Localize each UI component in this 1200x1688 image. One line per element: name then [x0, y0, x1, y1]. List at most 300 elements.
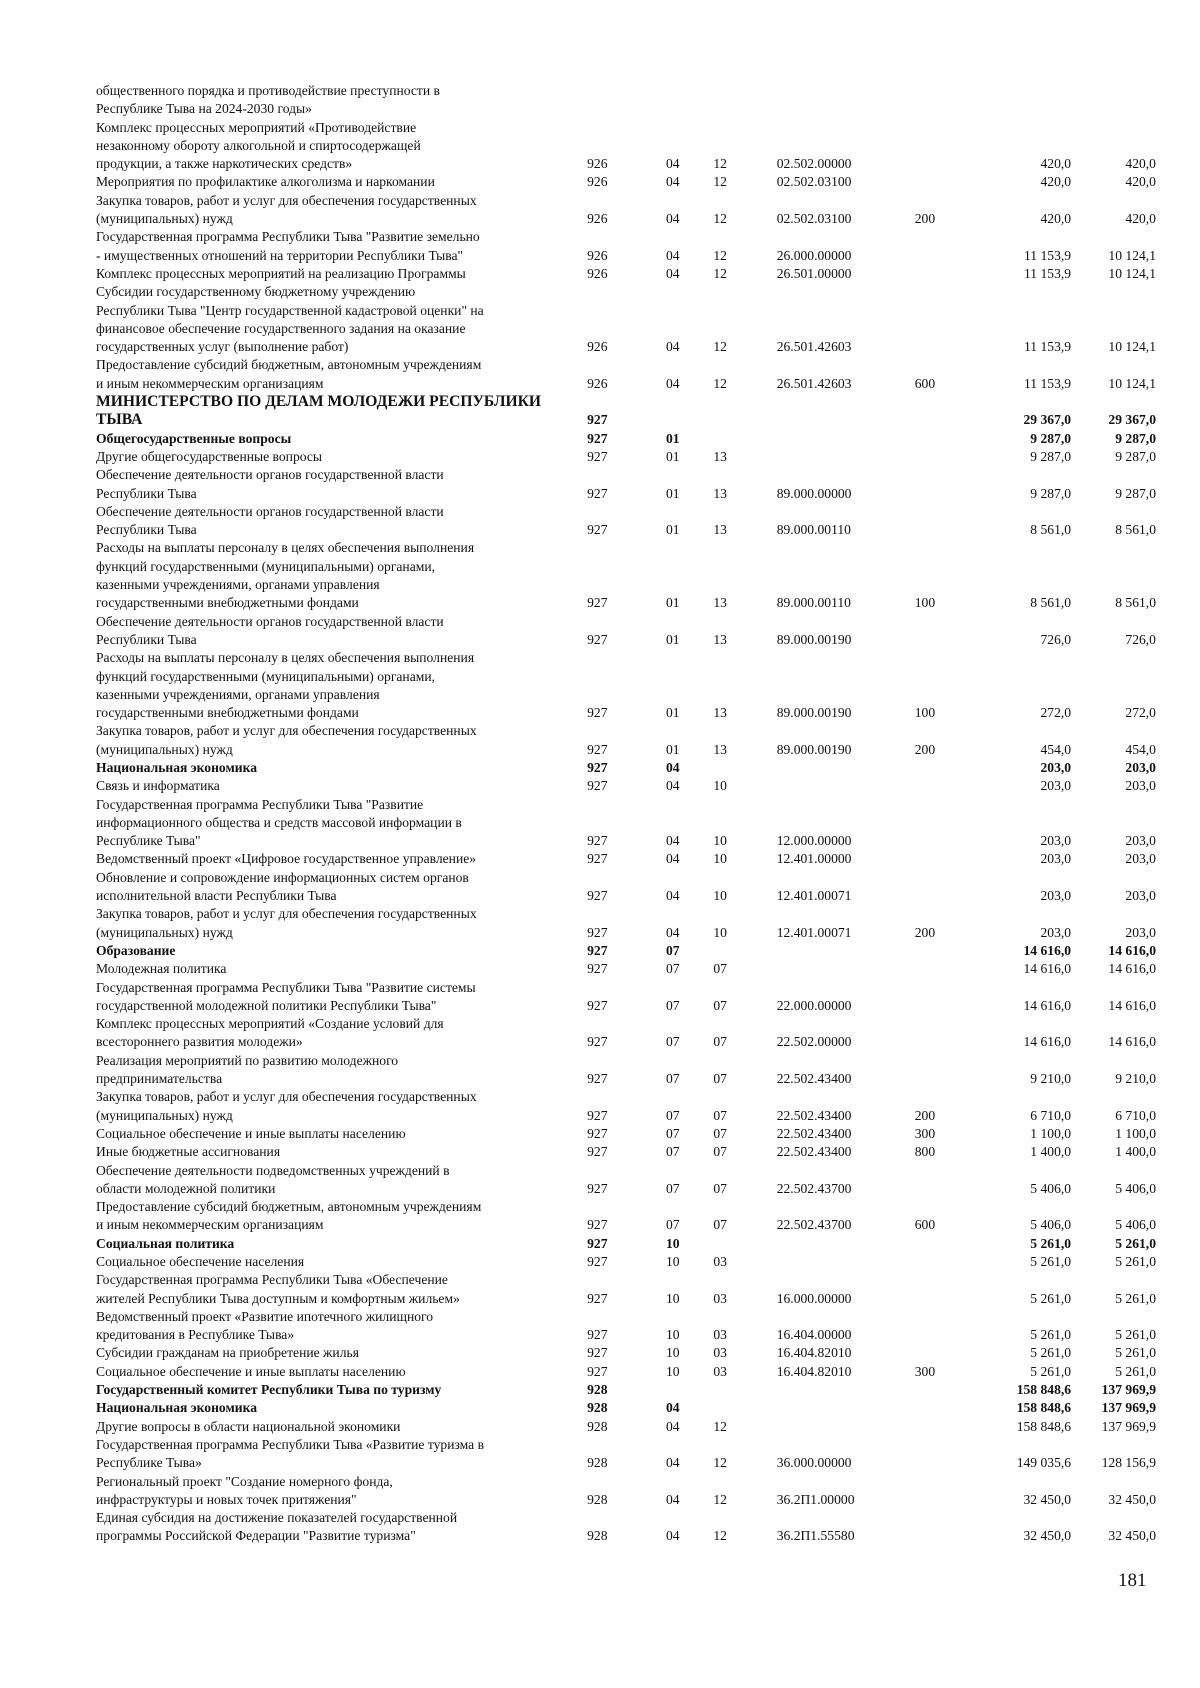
target-article: 16.404.82010: [776, 1363, 852, 1379]
subsection-code: 03: [713, 1345, 727, 1361]
target-article: 22.502.43700: [776, 1180, 852, 1196]
amount-2025: 11 153,9: [1024, 375, 1072, 391]
ministry-code: 927: [587, 1327, 608, 1343]
amount-2026: 5 261,0: [1115, 1345, 1156, 1361]
target-article: 89.000.00190: [776, 631, 852, 647]
section-code: 07: [666, 1144, 680, 1160]
section-code: 04: [666, 265, 680, 281]
amount-2026: 203,0: [1125, 888, 1156, 904]
target-article: 12.401.00071: [776, 924, 852, 940]
ministry-code: 927: [587, 888, 608, 904]
amount-2025: 9 287,0: [1030, 430, 1072, 446]
amount-2026: 29 367,0: [1108, 412, 1156, 428]
amount-2026: 14 616,0: [1108, 1034, 1156, 1050]
amount-2025: 5 406,0: [1030, 1180, 1072, 1196]
section-code: 04: [666, 211, 680, 227]
amount-2025: 5 406,0: [1030, 1217, 1072, 1233]
table-row: [96, 1418, 1156, 1436]
ministry-code: 927: [587, 961, 608, 977]
amount-2025: 14 616,0: [1023, 997, 1072, 1013]
target-article: 89.000.00110: [776, 595, 851, 611]
amount-2026: 128 156,9: [1101, 1455, 1156, 1471]
subsection-code: 12: [713, 211, 727, 227]
table-row: [96, 1271, 1156, 1308]
table-row: [96, 503, 1156, 540]
section-code: 04: [666, 1528, 680, 1544]
subsection-code: 12: [713, 265, 727, 281]
amount-2026: 10 124,1: [1108, 265, 1156, 281]
amount-2025: 158 848,6: [1016, 1418, 1072, 1434]
subsection-code: 12: [713, 375, 727, 391]
table-row: [96, 1509, 1156, 1546]
ministry-code: 927: [587, 997, 608, 1013]
table-row: [96, 1052, 1156, 1089]
amount-2025: 9 287,0: [1030, 448, 1072, 464]
table-row: [96, 649, 1156, 722]
page-number: 181: [1118, 1570, 1147, 1591]
section-code: 07: [666, 1180, 680, 1196]
table-row: [96, 1436, 1156, 1473]
expense-type: 600: [914, 1217, 936, 1233]
row-name: Предоставление субсидий бюджетным, автономным учреждениям и иным некоммерческим организациям: [96, 357, 482, 391]
amount-2025: 8 561,0: [1030, 595, 1072, 611]
table-row: [96, 722, 1156, 759]
target-article: 12.401.00071: [776, 888, 852, 904]
subsection-code: 12: [713, 1418, 727, 1434]
table-row: [96, 1015, 1156, 1052]
section-code: 04: [666, 174, 680, 190]
ministry-code: 928: [587, 1455, 608, 1471]
section-code: 04: [666, 1455, 680, 1471]
row-name: Закупка товаров, работ и услуг для обеспечения государственных (муниципальных) нужд: [96, 906, 477, 940]
amount-2026: 5 406,0: [1115, 1217, 1156, 1233]
ministry-code: 927: [587, 942, 608, 958]
section-code: 10: [666, 1235, 680, 1251]
table-row: [96, 1344, 1156, 1362]
row-name: Государственная программа Республики Тыва "Развитие земельно - имущественных отношений на территории Республики Тыва": [96, 229, 480, 263]
amount-2026: 14 616,0: [1108, 961, 1156, 977]
ministry-code: 927: [587, 1034, 608, 1050]
amount-2025: 5 261,0: [1030, 1235, 1072, 1251]
subsection-code: 10: [713, 833, 727, 849]
row-name: общественного порядка и противодействие преступности в Республике Тыва на 2024-2030 годы»: [96, 83, 440, 117]
amount-2026: 5 261,0: [1115, 1235, 1156, 1251]
expense-type: 100: [914, 705, 936, 721]
table-row: [96, 265, 1156, 283]
row-name: Социальная политика: [96, 1235, 235, 1251]
target-article: 36.000.00000: [776, 1455, 852, 1471]
target-article: 02.502.03100: [776, 174, 852, 190]
ministry-code: 926: [587, 211, 608, 227]
target-article: 36.2П1.00000: [776, 1491, 855, 1507]
section-code: 04: [666, 1400, 680, 1416]
row-name: Комплекс процессных мероприятий «Противодействие незаконному обороту алкогольной и спиртосодержащей продукции, а также наркотических средств»: [96, 119, 421, 172]
ministry-code: 927: [587, 741, 608, 757]
amount-2026: 272,0: [1125, 705, 1156, 721]
row-name: Общегосударственные вопросы: [96, 430, 292, 446]
amount-2026: 5 406,0: [1115, 1180, 1156, 1196]
section-code: 01: [666, 595, 680, 611]
target-article: 89.000.00110: [776, 522, 851, 538]
section-code: 01: [666, 705, 680, 721]
section-code: 04: [666, 247, 680, 263]
row-name: Закупка товаров, работ и услуг для обеспечения государственных (муниципальных) нужд: [96, 1089, 477, 1123]
amount-2025: 158 848,6: [1016, 1382, 1072, 1398]
table-row: [96, 448, 1156, 466]
amount-2026: 5 261,0: [1115, 1327, 1156, 1343]
subsection-code: 07: [713, 997, 727, 1013]
ministry-code: 926: [587, 339, 608, 355]
row-name: Другие вопросы в области национальной экономики: [96, 1418, 401, 1434]
row-name: Обеспечение деятельности подведомственных учреждений в области молодежной политики: [96, 1162, 450, 1196]
ministry-code: 927: [587, 705, 608, 721]
section-code: 07: [666, 942, 680, 958]
ministry-code: 928: [587, 1382, 608, 1398]
amount-2026: 5 261,0: [1115, 1254, 1156, 1269]
amount-2025: 5 261,0: [1030, 1290, 1072, 1306]
amount-2025: 203,0: [1040, 851, 1072, 867]
row-name: Государственный комитет Республики Тыва по туризму: [96, 1382, 442, 1398]
amount-2026: 203,0: [1125, 924, 1156, 940]
table-row: [96, 539, 1156, 612]
section-code: 04: [666, 833, 680, 849]
subsection-code: 13: [713, 522, 727, 538]
table-row: [96, 82, 1156, 119]
amount-2025: 203,0: [1040, 924, 1072, 940]
row-name: Связь и информатика: [96, 778, 220, 794]
table-row: [96, 1198, 1156, 1235]
row-name: Единая субсидия на достижение показателей государственной программы Российской Федерации "Развитие туризма": [96, 1510, 458, 1544]
ministry-code: 927: [587, 1235, 608, 1251]
section-code: 10: [666, 1345, 680, 1361]
target-article: 26.501.42603: [776, 339, 852, 355]
amount-2025: 158 848,6: [1016, 1400, 1072, 1416]
ministry-code: 927: [587, 631, 608, 647]
expense-type: 800: [914, 1144, 936, 1160]
subsection-code: 07: [713, 1144, 727, 1160]
amount-2026: 32 450,0: [1108, 1528, 1156, 1544]
row-name: Обеспечение деятельности органов государственной власти Республики Тыва: [96, 467, 444, 501]
target-article: 12.401.00000: [776, 851, 852, 867]
table-row: [96, 869, 1156, 906]
section-code: 01: [666, 631, 680, 647]
ministry-code: 927: [587, 1217, 608, 1233]
table-row: [96, 1399, 1156, 1417]
row-name: Национальная экономика: [96, 759, 257, 775]
target-article: 22.502.43400: [776, 1144, 852, 1160]
amount-2025: 203,0: [1040, 888, 1072, 904]
table-row: [96, 393, 1156, 430]
row-name: Государственная программа Республики Тыва «Обеспечение жителей Республики Тыва доступным и комфортным жильем»: [96, 1272, 460, 1306]
ministry-code: 928: [587, 1528, 608, 1544]
section-code: 04: [666, 888, 680, 904]
expense-type: 200: [914, 1107, 936, 1123]
row-name: Закупка товаров, работ и услуг для обеспечения государственных (муниципальных) нужд: [96, 723, 477, 757]
target-article: 36.2П1.55580: [776, 1528, 855, 1544]
ministry-code: 927: [587, 833, 608, 849]
target-article: 22.000.00000: [776, 997, 852, 1013]
row-name: Государственная программа Республики Тыва «Развитие туризма в Республике Тыва»: [96, 1436, 485, 1471]
amount-2026: 454,0: [1125, 741, 1156, 757]
row-name: Обновление и сопровождение информационных систем органов исполнительной власти Республики Тыва: [96, 869, 469, 904]
section-code: 04: [666, 778, 680, 794]
subsection-code: 10: [713, 851, 727, 867]
target-article: 16.404.00000: [776, 1327, 852, 1343]
amount-2026: 420,0: [1125, 156, 1156, 172]
subsection-code: 13: [713, 705, 727, 721]
ministry-code: 926: [587, 265, 608, 281]
ministry-code: 927: [587, 522, 608, 538]
amount-2026: 203,0: [1125, 833, 1156, 849]
row-name: Субсидии государственному бюджетному учреждению Республики Тыва "Центр государственной кадастровой оценки" на финансовое обеспечение государственного задания на оказание государственных услуг (выполнение работ): [96, 284, 484, 355]
ministry-code: 927: [587, 1144, 608, 1160]
amount-2025: 1 100,0: [1030, 1125, 1072, 1141]
amount-2025: 149 035,6: [1016, 1455, 1072, 1471]
amount-2026: 8 561,0: [1115, 595, 1156, 611]
amount-2025: 5 261,0: [1030, 1363, 1072, 1379]
expense-type: 200: [914, 211, 936, 227]
row-name: Обеспечение деятельности органов государственной власти Республики Тыва: [96, 613, 444, 647]
row-name: Молодежная политика: [96, 961, 227, 977]
ministry-code: 926: [587, 174, 608, 190]
subsection-code: 03: [713, 1363, 727, 1379]
ministry-code: 927: [587, 1125, 608, 1141]
target-article: 02.502.03100: [776, 211, 852, 227]
row-name: Ведомственный проект «Развитие ипотечного жилищного кредитования в Республике Тыва»: [96, 1308, 434, 1343]
subsection-code: 10: [713, 924, 727, 940]
expense-type: 300: [914, 1125, 936, 1141]
section-code: 04: [666, 759, 680, 775]
ministry-code: 927: [587, 778, 608, 794]
subsection-code: 12: [713, 156, 727, 172]
row-name: Государственная программа Республики Тыва "Развитие информационного общества и средств массовой информации в Республике Тыва": [96, 796, 462, 849]
table-row: [96, 466, 1156, 503]
expense-type: 200: [914, 741, 936, 757]
table-row: [96, 1143, 1156, 1161]
row-name: Мероприятия по профилактике алкоголизма и наркомании: [96, 174, 435, 190]
ministry-code: 927: [587, 1254, 608, 1269]
subsection-code: 13: [713, 485, 727, 501]
ministry-code: 928: [587, 1491, 608, 1507]
amount-2026: 1 400,0: [1115, 1144, 1156, 1160]
subsection-code: 12: [713, 174, 727, 190]
target-article: 12.000.00000: [776, 833, 852, 849]
amount-2025: 14 616,0: [1023, 1034, 1072, 1050]
table-row: [96, 979, 1156, 1016]
section-code: 01: [666, 741, 680, 757]
subsection-code: 13: [713, 448, 727, 464]
subsection-code: 03: [713, 1327, 727, 1343]
row-name: Комплекс процессных мероприятий «Создание условий для всестороннего развития молодежи»: [96, 1016, 444, 1050]
section-code: 07: [666, 997, 680, 1013]
row-name: Реализация мероприятий по развитию молодежного предпринимательства: [96, 1052, 399, 1087]
table-row: [96, 1162, 1156, 1199]
table-row: [96, 356, 1156, 393]
target-article: 22.502.43400: [776, 1125, 852, 1141]
subsection-code: 07: [713, 1125, 727, 1141]
ministry-code: 927: [587, 485, 608, 501]
ministry-code: 927: [587, 1290, 608, 1306]
section-code: 10: [666, 1327, 680, 1343]
amount-2026: 32 450,0: [1108, 1491, 1156, 1507]
table-row: [96, 1125, 1156, 1143]
expense-type: 100: [914, 595, 936, 611]
section-code: 04: [666, 375, 680, 391]
row-name: Государственная программа Республики Тыва "Развитие системы государственной молодежной политики Республики Тыва": [96, 979, 476, 1013]
subsection-code: 07: [713, 1034, 727, 1050]
target-article: 89.000.00190: [776, 741, 852, 757]
section-code: 04: [666, 1491, 680, 1507]
ministry-code: 926: [587, 375, 608, 391]
amount-2026: 137 969,9: [1101, 1418, 1156, 1434]
ministry-code: 927: [587, 924, 608, 940]
ministry-code: 927: [587, 851, 608, 867]
section-code: 07: [666, 1034, 680, 1050]
target-article: 22.502.43400: [776, 1107, 852, 1123]
table-row: [96, 192, 1156, 229]
amount-2025: 5 261,0: [1030, 1345, 1072, 1361]
row-name: Закупка товаров, работ и услуг для обеспечения государственных (муниципальных) нужд: [96, 192, 477, 227]
target-article: 89.000.00000: [776, 485, 852, 501]
amount-2025: 203,0: [1040, 833, 1072, 849]
section-code: 01: [666, 485, 680, 501]
amount-2026: 420,0: [1125, 174, 1156, 190]
amount-2025: 5 261,0: [1030, 1254, 1072, 1269]
ministry-code: 928: [587, 1418, 608, 1434]
table-row: [96, 430, 1156, 448]
subsection-code: 07: [713, 961, 727, 977]
amount-2026: 6 710,0: [1115, 1107, 1156, 1123]
ministry-code: 927: [587, 1180, 608, 1196]
ministry-code: 927: [587, 1345, 608, 1361]
section-code: 10: [666, 1363, 680, 1379]
amount-2025: 9 210,0: [1030, 1071, 1072, 1087]
section-code: 01: [666, 522, 680, 538]
row-name: Социальное обеспечение населения: [96, 1254, 305, 1269]
amount-2025: 9 287,0: [1030, 485, 1072, 501]
amount-2025: 11 153,9: [1024, 265, 1072, 281]
row-name: Расходы на выплаты персоналу в целях обеспечения выполнения функций государственными (муниципальными) органами, казенными учреждениями, органами управления государственными внебюджетными фондами: [96, 650, 475, 721]
row-name: Другие общегосударственные вопросы: [96, 448, 323, 464]
expense-type: 600: [914, 375, 936, 391]
amount-2026: 14 616,0: [1108, 997, 1156, 1013]
table-row: [96, 1088, 1156, 1125]
amount-2025: 203,0: [1040, 759, 1072, 775]
table-row: [96, 1363, 1156, 1381]
row-name: Социальное обеспечение и иные выплаты населению: [96, 1363, 406, 1379]
subsection-code: 13: [713, 595, 727, 611]
section-code: 04: [666, 924, 680, 940]
section-code: 04: [666, 1418, 680, 1434]
budget-table: [96, 82, 1156, 1546]
subsection-code: 07: [713, 1180, 727, 1196]
row-name: Образование: [96, 942, 176, 958]
target-article: 26.000.00000: [776, 247, 852, 263]
row-name: Социальное обеспечение и иные выплаты населению: [96, 1125, 406, 1141]
row-name: Обеспечение деятельности органов государственной власти Республики Тыва: [96, 503, 444, 538]
amount-2026: 8 561,0: [1115, 522, 1156, 538]
amount-2025: 420,0: [1040, 156, 1072, 172]
expense-type: 300: [914, 1363, 936, 1379]
table-row: [96, 613, 1156, 650]
row-name: Комплекс процессных мероприятий на реализацию Программы: [96, 265, 466, 281]
subsection-code: 10: [713, 888, 727, 904]
target-article: 16.404.82010: [776, 1345, 852, 1361]
table-row: [96, 1473, 1156, 1510]
subsection-code: 03: [713, 1254, 727, 1269]
section-code: 10: [666, 1290, 680, 1306]
table-row: [96, 283, 1156, 356]
target-article: 02.502.00000: [776, 156, 852, 172]
amount-2026: 9 287,0: [1115, 485, 1156, 501]
subsection-code: 12: [713, 1528, 727, 1544]
row-name: Иные бюджетные ассигнования: [96, 1144, 281, 1160]
target-article: 22.502.43400: [776, 1071, 852, 1087]
section-code: 10: [666, 1254, 680, 1269]
row-name: Предоставление субсидий бюджетным, автономным учреждениям и иным некоммерческим организациям: [96, 1199, 482, 1233]
amount-2026: 203,0: [1125, 759, 1156, 775]
subsection-code: 12: [713, 1455, 727, 1471]
amount-2026: 203,0: [1125, 851, 1156, 867]
target-article: 26.501.42603: [776, 375, 852, 391]
section-code: 07: [666, 1217, 680, 1233]
ministry-code: 927: [587, 759, 608, 775]
table-row: [96, 1235, 1156, 1253]
ministry-code: 927: [587, 595, 608, 611]
amount-2026: 10 124,1: [1108, 375, 1156, 391]
amount-2026: 9 210,0: [1115, 1071, 1156, 1087]
amount-2026: 10 124,1: [1108, 339, 1156, 355]
amount-2025: 32 450,0: [1023, 1528, 1072, 1544]
table-row: [96, 173, 1156, 191]
table-row: [96, 796, 1156, 851]
amount-2026: 726,0: [1125, 631, 1156, 647]
section-code: 01: [666, 448, 680, 464]
table-row: [96, 1381, 1156, 1399]
amount-2025: 1 400,0: [1030, 1144, 1072, 1160]
amount-2026: 9 287,0: [1115, 430, 1156, 446]
amount-2025: 29 367,0: [1023, 412, 1072, 428]
target-article: 16.000.00000: [776, 1290, 852, 1306]
subsection-code: 13: [713, 631, 727, 647]
table-row: [96, 1308, 1156, 1345]
target-article: 26.501.00000: [776, 265, 852, 281]
section-code: 07: [666, 1071, 680, 1087]
amount-2026: 1 100,0: [1115, 1125, 1156, 1141]
amount-2025: 11 153,9: [1024, 247, 1072, 263]
ministry-code: 927: [587, 448, 608, 464]
ministry-code: 927: [587, 412, 608, 428]
amount-2026: 9 287,0: [1115, 448, 1156, 464]
amount-2025: 420,0: [1040, 174, 1072, 190]
amount-2026: 14 616,0: [1108, 942, 1156, 958]
section-code: 07: [666, 1107, 680, 1123]
section-code: 01: [666, 430, 680, 446]
amount-2025: 272,0: [1040, 705, 1072, 721]
table-row: [96, 228, 1156, 265]
section-code: 04: [666, 156, 680, 172]
subsection-code: 12: [713, 247, 727, 263]
table-row: [96, 960, 1156, 978]
table-row: [96, 777, 1156, 795]
row-name: МИНИСТЕРСТВО ПО ДЕЛАМ МОЛОДЕЖИ РЕСПУБЛИКИ ТЫВА: [96, 393, 542, 429]
amount-2026: 203,0: [1125, 778, 1156, 794]
row-name: Национальная экономика: [96, 1400, 257, 1416]
row-name: Субсидии гражданам на приобретение жилья: [96, 1345, 359, 1361]
amount-2025: 32 450,0: [1023, 1491, 1072, 1507]
amount-2026: 420,0: [1125, 211, 1156, 227]
subsection-code: 07: [713, 1107, 727, 1123]
